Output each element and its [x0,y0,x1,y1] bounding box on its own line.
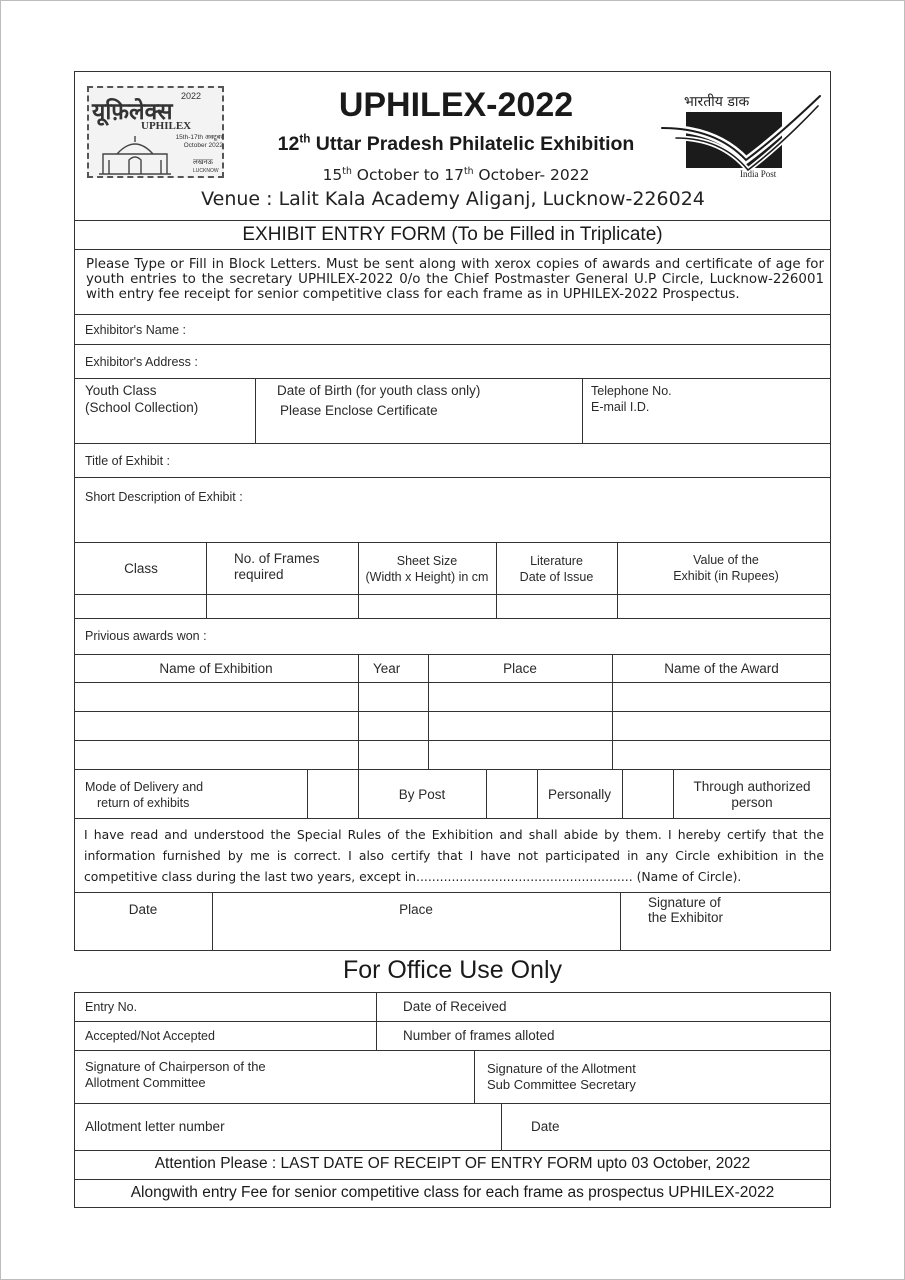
previous-awards-label: Privious awards won : [85,629,207,643]
col-value-1: Value of the [693,553,759,567]
form-title: EXHIBIT ENTRY FORM (To be Filled in Triplicate) [242,224,663,245]
exhibitor-name-label: Exhibitor's Name : [85,323,187,337]
logo-city-hindi: लखनऊ [193,158,213,166]
subtitle-sup: th [299,132,311,146]
event-dates [246,166,666,184]
col-name-of-exhibition: Name of Exhibition [159,661,273,676]
subtitle-text: Uttar Pradesh Philatelic Exhibition [310,133,635,155]
date-received-label: Date of Received [403,999,507,1014]
temple-icon [95,132,175,176]
col-literature-1: Literature [530,554,583,568]
email-label: E-mail I.D. [591,400,650,414]
chairperson-signature-sublabel: Allotment Committee [85,1075,206,1090]
personally-checkbox[interactable] [624,771,672,817]
logo-english-text: UPHILEX [141,120,192,132]
entry-no-label: Entry No. [85,1000,138,1014]
exhibitor-signature-label: Signature of [648,895,721,910]
signature-area[interactable] [622,928,830,950]
subtitle-number: 12 [277,133,300,155]
delivery-mode-label: Mode of Delivery and [85,780,204,794]
delivery-mode-sublabel: return of exhibits [97,796,190,810]
youth-class-sublabel: (School Collection) [85,400,199,415]
awards-row[interactable] [76,684,830,710]
youth-class-label: Youth Class [85,383,157,398]
dob-label: Date of Birth (for youth class only) [277,383,481,398]
india-post-english: India Post [740,169,777,179]
office-use-grid [74,992,831,1208]
logo-year: 2022 [181,91,202,101]
india-post-wings-icon [656,88,824,180]
office-date-label: Date [531,1119,560,1134]
uphilex-logo [87,86,224,178]
office-use-heading: For Office Use Only [342,956,563,984]
signature-place-label: Place [399,902,433,917]
title-of-exhibit-input[interactable] [182,448,822,472]
dob-sublabel: Please Enclose Certificate [280,403,438,418]
chairperson-signature-label: Signature of Chairperson of the [85,1059,266,1074]
date-sup-2: th [463,165,474,177]
col-frames-2: required [234,567,284,582]
india-post-logo [656,88,824,180]
accepted-label: Accepted/Not Accepted [85,1029,215,1043]
secretary-signature-sublabel: Sub Committee Secretary [487,1077,636,1092]
instructions-text: Please Type or Fill in Block Letters. Must be sent along with xerox copies of awards and certificate of age for youth entries to the secretary UPHILEX-2022 0/o the Chief Postmaster General U.P Circle, Lucknow-226001 with entry fee receipt for senior competitive class for each frame as in UPHILEX-2022 Prospectus. [86,257,824,302]
signature-date-label: Date [128,902,158,917]
exhibitor-signature-sublabel: the Exhibitor [648,910,724,925]
col-literature-2: Date of Issue [519,570,594,584]
authorized-person-option: Through authorized [693,779,811,794]
col-sheet-1: Sheet Size [396,554,458,568]
secretary-signature-label: Signature of the Allotment [487,1061,636,1076]
date-sup-1: th [342,165,352,177]
awards-row[interactable] [76,713,830,739]
col-sheet-2: (Width x Height) in cm [365,570,489,584]
exhibitor-address-label: Exhibitor's Address : [85,355,198,369]
telephone-label: Telephone No. [591,384,672,398]
logo-city-english: LUCKNOW [193,168,219,174]
by-post-option: By Post [398,787,446,802]
col-year: Year [373,661,401,676]
short-description-input[interactable] [85,508,823,538]
title-of-exhibit-label: Title of Exhibit : [85,454,170,468]
authorized-person-sublabel: person [731,795,773,810]
declaration-text: I have read and understood the Special Rules of the Exhibition and shall abide by them. I hereby certify that the information furnished by me is correct. I also certify that I have not participated in any Circle exhibition in the competitive class during the last two years, except in....................................................... (Name of Circle). [84,827,824,884]
col-class: Class [124,561,158,576]
date-mid: October to 17 [351,166,464,184]
logo-dates: 15th-17th अक्टूबर October 2022 [175,134,223,149]
personally-option: Personally [547,787,612,802]
event-subtitle [236,133,676,156]
entry-fee-notice: Alongwith entry Fee for senior competitive class for each frame as prospectus UPHILEX-2022 [130,1184,775,1201]
india-post-hindi: भारतीय डाक [684,94,750,110]
event-venue: Venue : Lalit Kala Academy Aliganj, Lucknow-226024 [201,188,705,210]
attention-notice: Attention Please : LAST DATE OF RECEIPT OF ENTRY FORM upto 03 October, 2022 [154,1155,751,1172]
exhibitor-name-input[interactable] [200,318,820,340]
frames-alloted-label: Number of frames alloted [403,1028,555,1043]
exhibit-table-row[interactable] [76,596,830,617]
col-place: Place [503,661,537,676]
delivery-checkbox-1[interactable] [309,771,357,817]
date-start: 15 [322,166,343,184]
by-post-checkbox[interactable] [488,771,536,817]
logo-hindi-text: यूफ़िलेक्स [92,99,173,125]
date-end: October- 2022 [473,166,590,184]
col-frames-1: No. of Frames [234,551,320,566]
short-description-label: Short Description of Exhibit : [85,490,243,504]
col-value-2: Exhibit (in Rupees) [673,569,779,583]
allotment-letter-label: Allotment letter number [85,1119,225,1134]
awards-row[interactable] [76,742,830,768]
col-name-of-award: Name of the Award [664,661,779,676]
event-title: UPHILEX-2022 [338,86,574,124]
exhibitor-address-input[interactable] [212,349,822,373]
